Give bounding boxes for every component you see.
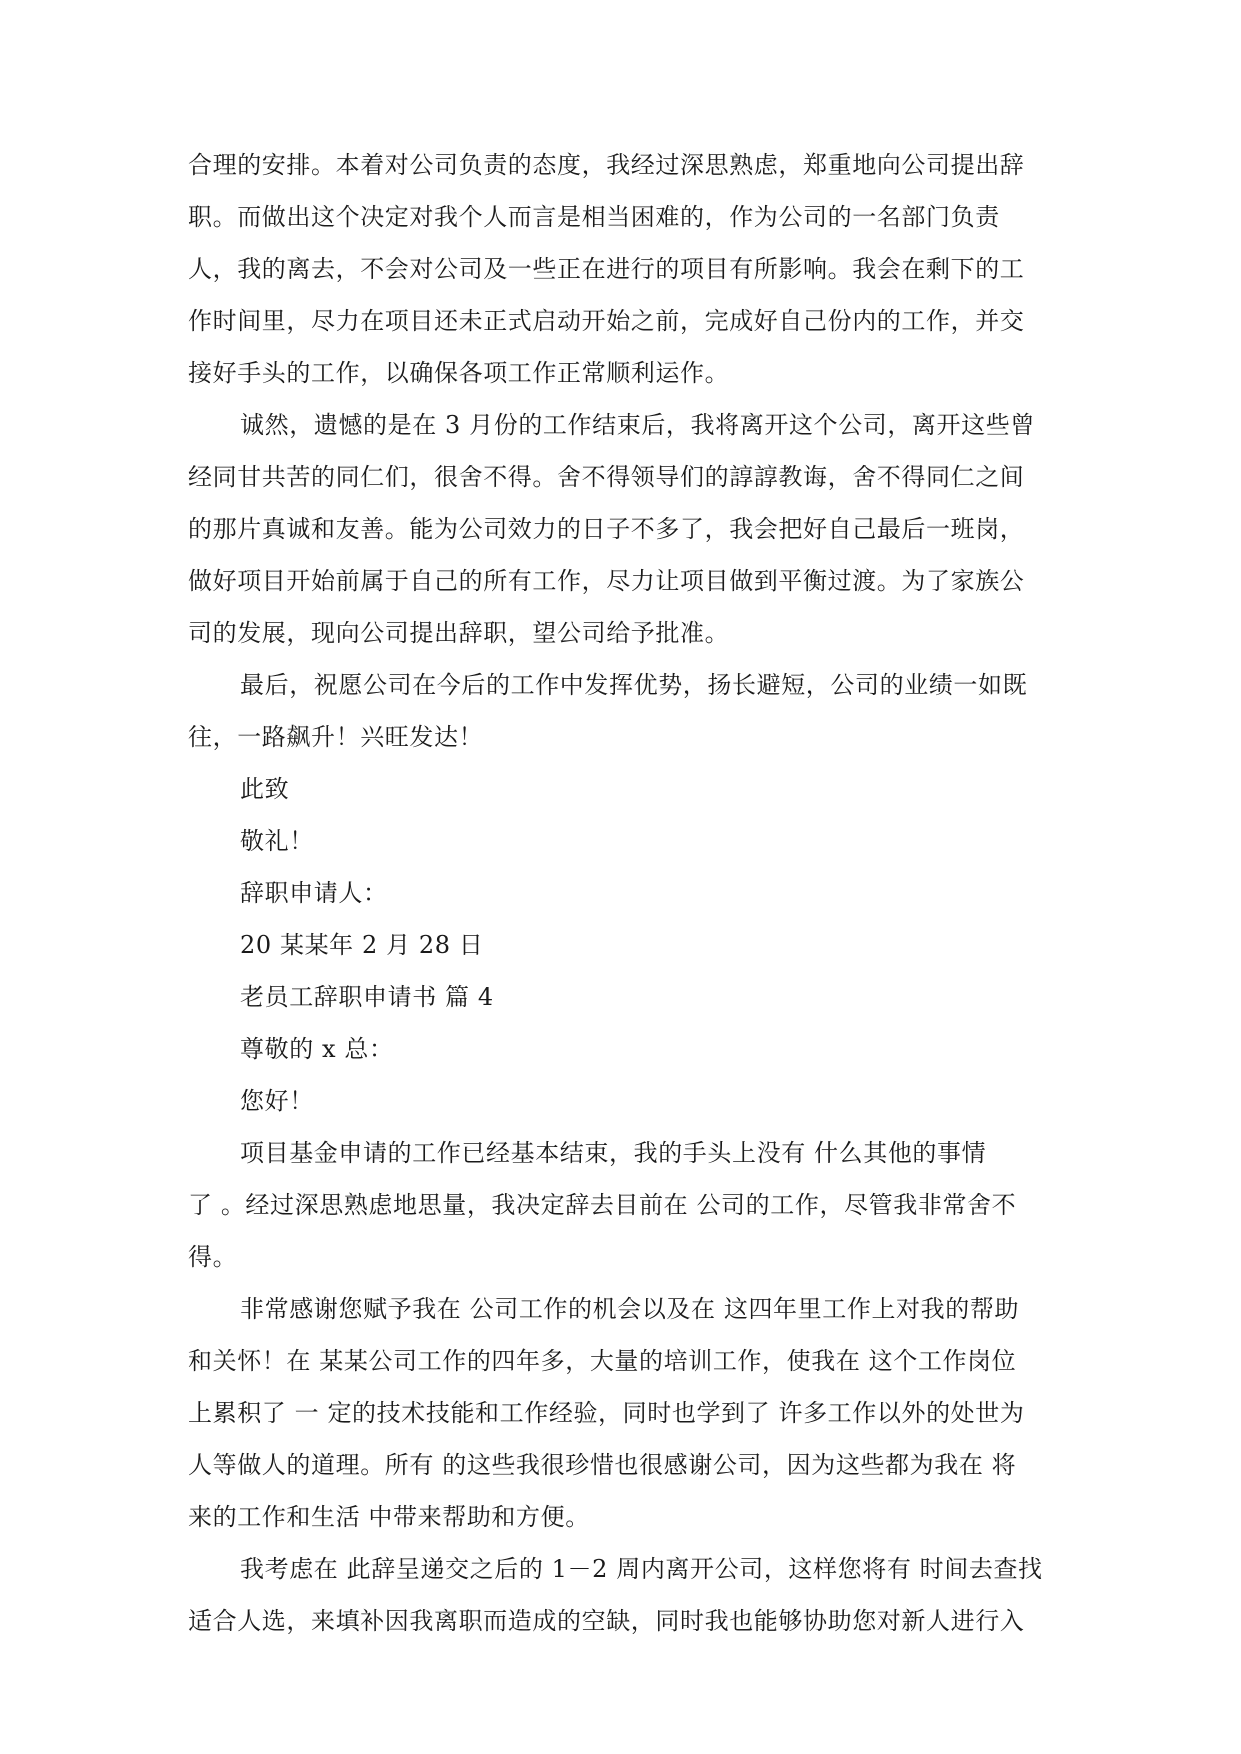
paragraph-line: 最后，祝愿公司在今后的工作中发挥优势，扬长避短，公司的业绩一如既 <box>240 671 1028 699</box>
paragraph-line: 项目基金申请的工作已经基本结束，我的手头上没有 什么其他的事情 <box>240 1139 987 1167</box>
paragraph-line: 诚然，遗憾的是在 3 月份的工作结束后，我将离开这个公司，离开这些曾 <box>240 411 1035 439</box>
paragraph-line: 司的发展，现向公司提出辞职，望公司给予批准。 <box>188 619 730 647</box>
paragraph-line: 得。 <box>188 1243 238 1271</box>
letter-greeting: 尊敬的 x 总： <box>240 1035 394 1063</box>
paragraph-line: 和关怀！在 某某公司工作的四年多，大量的培训工作，使我在 这个工作岗位 <box>188 1347 1017 1375</box>
paragraph-line: 我考虑在 此辞呈递交之后的 1－2 周内离开公司，这样您将有 时间去查找 <box>240 1555 1043 1583</box>
paragraph-line: 接好手头的工作，以确保各项工作正常顺利运作。 <box>188 359 730 387</box>
paragraph-line: 往，一路飙升！兴旺发达！ <box>188 723 484 751</box>
closing-salutation: 此致 <box>240 775 290 803</box>
document-page <box>188 152 1058 1660</box>
closing-regards: 敬礼！ <box>240 827 314 855</box>
paragraph-line: 经同甘共苦的同仁们，很舍不得。舍不得领导们的諄諄教诲，舍不得同仁之间 <box>188 463 1025 491</box>
paragraph-line: 来的工作和生活 中带来帮助和方便。 <box>188 1503 590 1531</box>
letter-date: 20 某某年 2 月 28 日 <box>240 931 484 959</box>
paragraph-line: 人，我的离去，不会对公司及一些正在进行的项目有所影响。我会在剩下的工 <box>188 255 1025 283</box>
paragraph-line: 作时间里，尽力在项目还未正式启动开始之前，完成好自己份内的工作，并交 <box>188 307 1025 335</box>
paragraph-line: 上累积了 一 定的技术技能和工作经验，同时也学到了 许多工作以外的处世为 <box>188 1399 1025 1427</box>
paragraph-line: 了 。经过深思熟虑地思量，我决定辞去目前在 公司的工作，尽管我非常舍不 <box>188 1191 1017 1219</box>
paragraph-line: 非常感谢您赋予我在 公司工作的机会以及在 这四年里工作上对我的帮助 <box>240 1295 1020 1323</box>
applicant-label: 辞职申请人： <box>240 879 388 907</box>
section-title: 老员工辞职申请书 篇 4 <box>240 983 494 1011</box>
letter-hello: 您好！ <box>240 1087 314 1115</box>
paragraph-line: 职。而做出这个决定对我个人而言是相当困难的，作为公司的一名部门负责 <box>188 203 1000 231</box>
paragraph-line: 适合人选，来填补因我离职而造成的空缺，同时我也能够协助您对新人进行入 <box>188 1607 1025 1635</box>
paragraph-line: 做好项目开始前属于自己的所有工作，尽力让项目做到平衡过渡。为了家族公 <box>188 567 1025 595</box>
paragraph-line: 合理的安排。本着对公司负责的态度，我经过深思熟虑，郑重地向公司提出辞 <box>188 151 1025 179</box>
paragraph-line: 的那片真诚和友善。能为公司效力的日子不多了，我会把好自己最后一班岗， <box>188 515 1025 543</box>
paragraph-line: 人等做人的道理。所有 的这些我很珍惜也很感谢公司，因为这些都为我在 将 <box>188 1451 1017 1479</box>
